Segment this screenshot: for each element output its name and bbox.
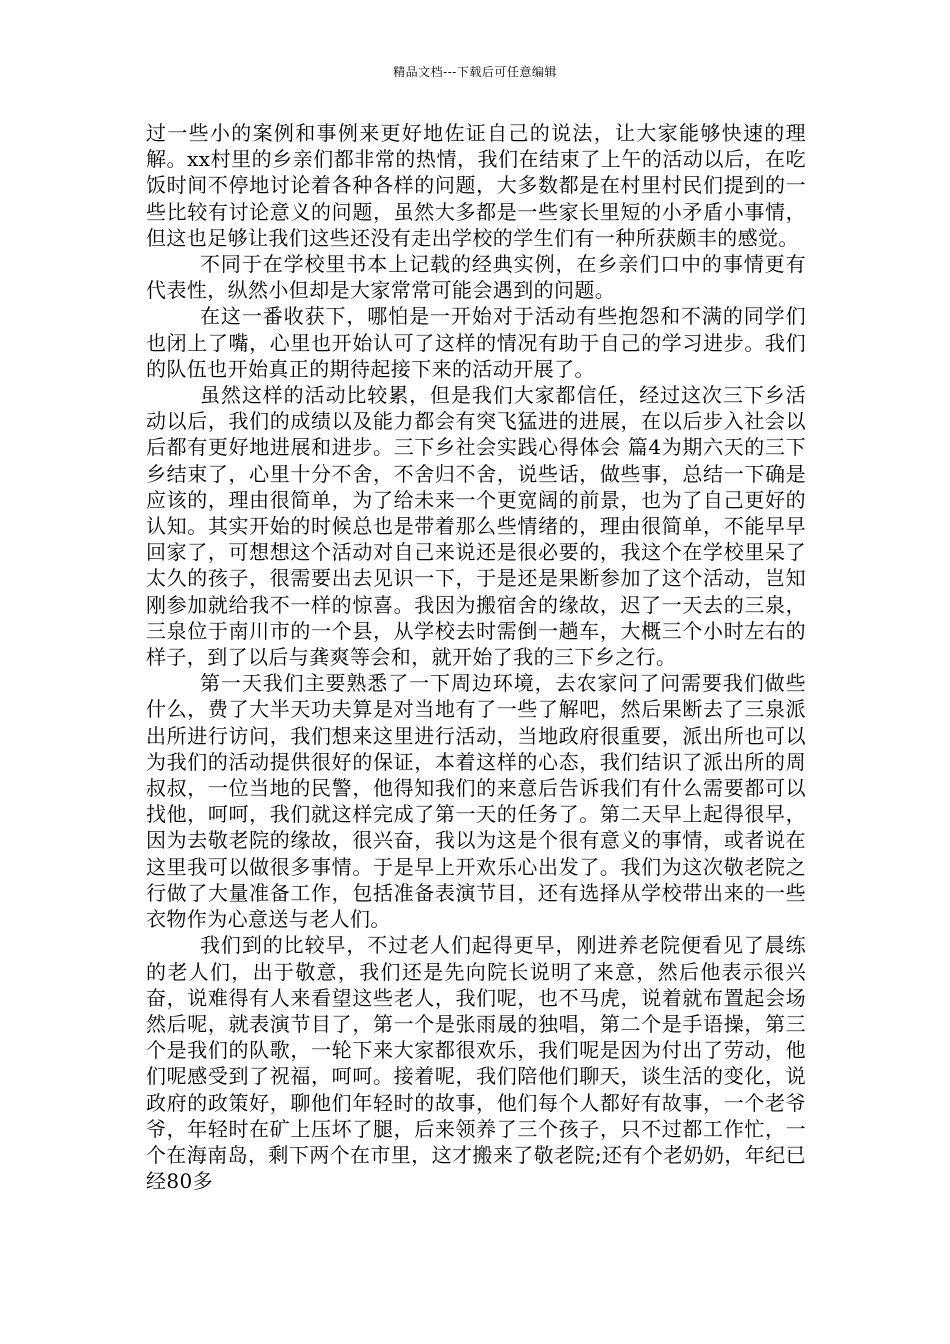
paragraph-6: 我们到的比较早，不过老人们起得更早，刚进养老院便看见了晨练的老人们，出于敬意，我们还是先向院长说明了来意，然后他表示很兴奋，说难得有人来看望这些老人，我们呢，也不马虎，说着就布置起会场然后呢，就表演节目了，第一个是张雨晟的独唱，第二个是手语操，第三个是我们的队歌，一轮下来大家都很欢乐，我们呢是因为付出了劳动，他们呢感受到了祝福，呵呵。接着呢，我们陪他们聊天，谈生活的变化，说政府的政策好，聊他们年轻时的故事，他们每个人都好有故事，一个老爷爷，年轻时在矿上压坏了腿，后来领养了三个孩子，只不过都工作忙，一个在海南岛，剩下两个在市里，这才搬来了敬老院;还有个老奶奶，年纪已经80多	[146, 933, 806, 1194]
page-header: 精品文档---下载后可任意编辑	[393, 65, 557, 79]
document-body	[146, 120, 806, 1194]
paragraph-5: 第一天我们主要熟悉了一下周边环境，去农家问了问需要我们做些什么，费了大半天功夫算是对当地有了一些了解吧，然后果断去了三泉派出所进行访问，我们想来这里进行活动，当地政府很重要，派出所也可以为我们的活动提供很好的保证，本着这样的心态，我们结识了派出所的周叔叔，一位当地的民警，他得知我们的来意后告诉我们有什么需要都可以找他，呵呵，我们就这样完成了第一天的任务了。第二天早上起得很早，因为去敬老院的缘故，很兴奋，我以为这是个很有意义的事情，或者说在这里我可以做很多事情。于是早上开欢乐心出发了。我们为这次敬老院之行做了大量准备工作，包括准备表演节目，还有选择从学校带出来的一些衣物作为心意送与老人们。	[146, 671, 806, 932]
paragraph-2: 不同于在学校里书本上记载的经典实例，在乡亲们口中的事情更有代表性，纵然小但却是大家常常可能会遇到的问题。	[146, 252, 806, 303]
paragraph-3: 在这一番收获下，哪怕是一开始对于活动有些抱怨和不满的同学们也闭上了嘴，心里也开始认可了这样的情况有助于自己的学习进步。我们的队伍也开始真正的期待起接下来的活动开展了。	[146, 304, 806, 381]
paragraph-1: 过一些小的案例和事例来更好地佐证自己的说法，让大家能够快速的理解。xx村里的乡亲们都非常的热情，我们在结束了上午的活动以后，在吃饭时间不停地讨论着各种各样的问题，大多数都是在村里村民们提到的一些比较有讨论意义的问题，虽然大多都是一些家长里短的小矛盾小事情，但这也足够让我们这些还没有走出学校的学生们有一种所获颇丰的感觉。	[146, 121, 806, 250]
paragraph-4: 虽然这样的活动比较累，但是我们大家都信任，经过这次三下乡活动以后，我们的成绩以及能力都会有突飞猛进的进展，在以后步入社会以后都有更好地进展和进步。三下乡社会实践心得体会 篇4为期六天的三下乡结束了，心里十分不舍，不舍归不舍，说些话，做些事，总结一下确是应该的，理由很简单，为了给未来一个更宽阔的前景，也为了自己更好的认知。其实开始的时候总也是带着那么些情绪的，理由很简单，不能早早回家了，可想想这个活动对自己来说还是很必要的，我这个在学校里呆了太久的孩子，很需要出去见识一下，于是还是果断参加了这个活动，岂知刚参加就给我不一样的惊喜。我因为搬宿舍的缘故，迟了一天去的三泉，三泉位于南川市的一个县，从学校去时需倒一趟车，大概三个小时左右的样子，到了以后与龚爽等会和，就开始了我的三下乡之行。	[146, 383, 806, 670]
